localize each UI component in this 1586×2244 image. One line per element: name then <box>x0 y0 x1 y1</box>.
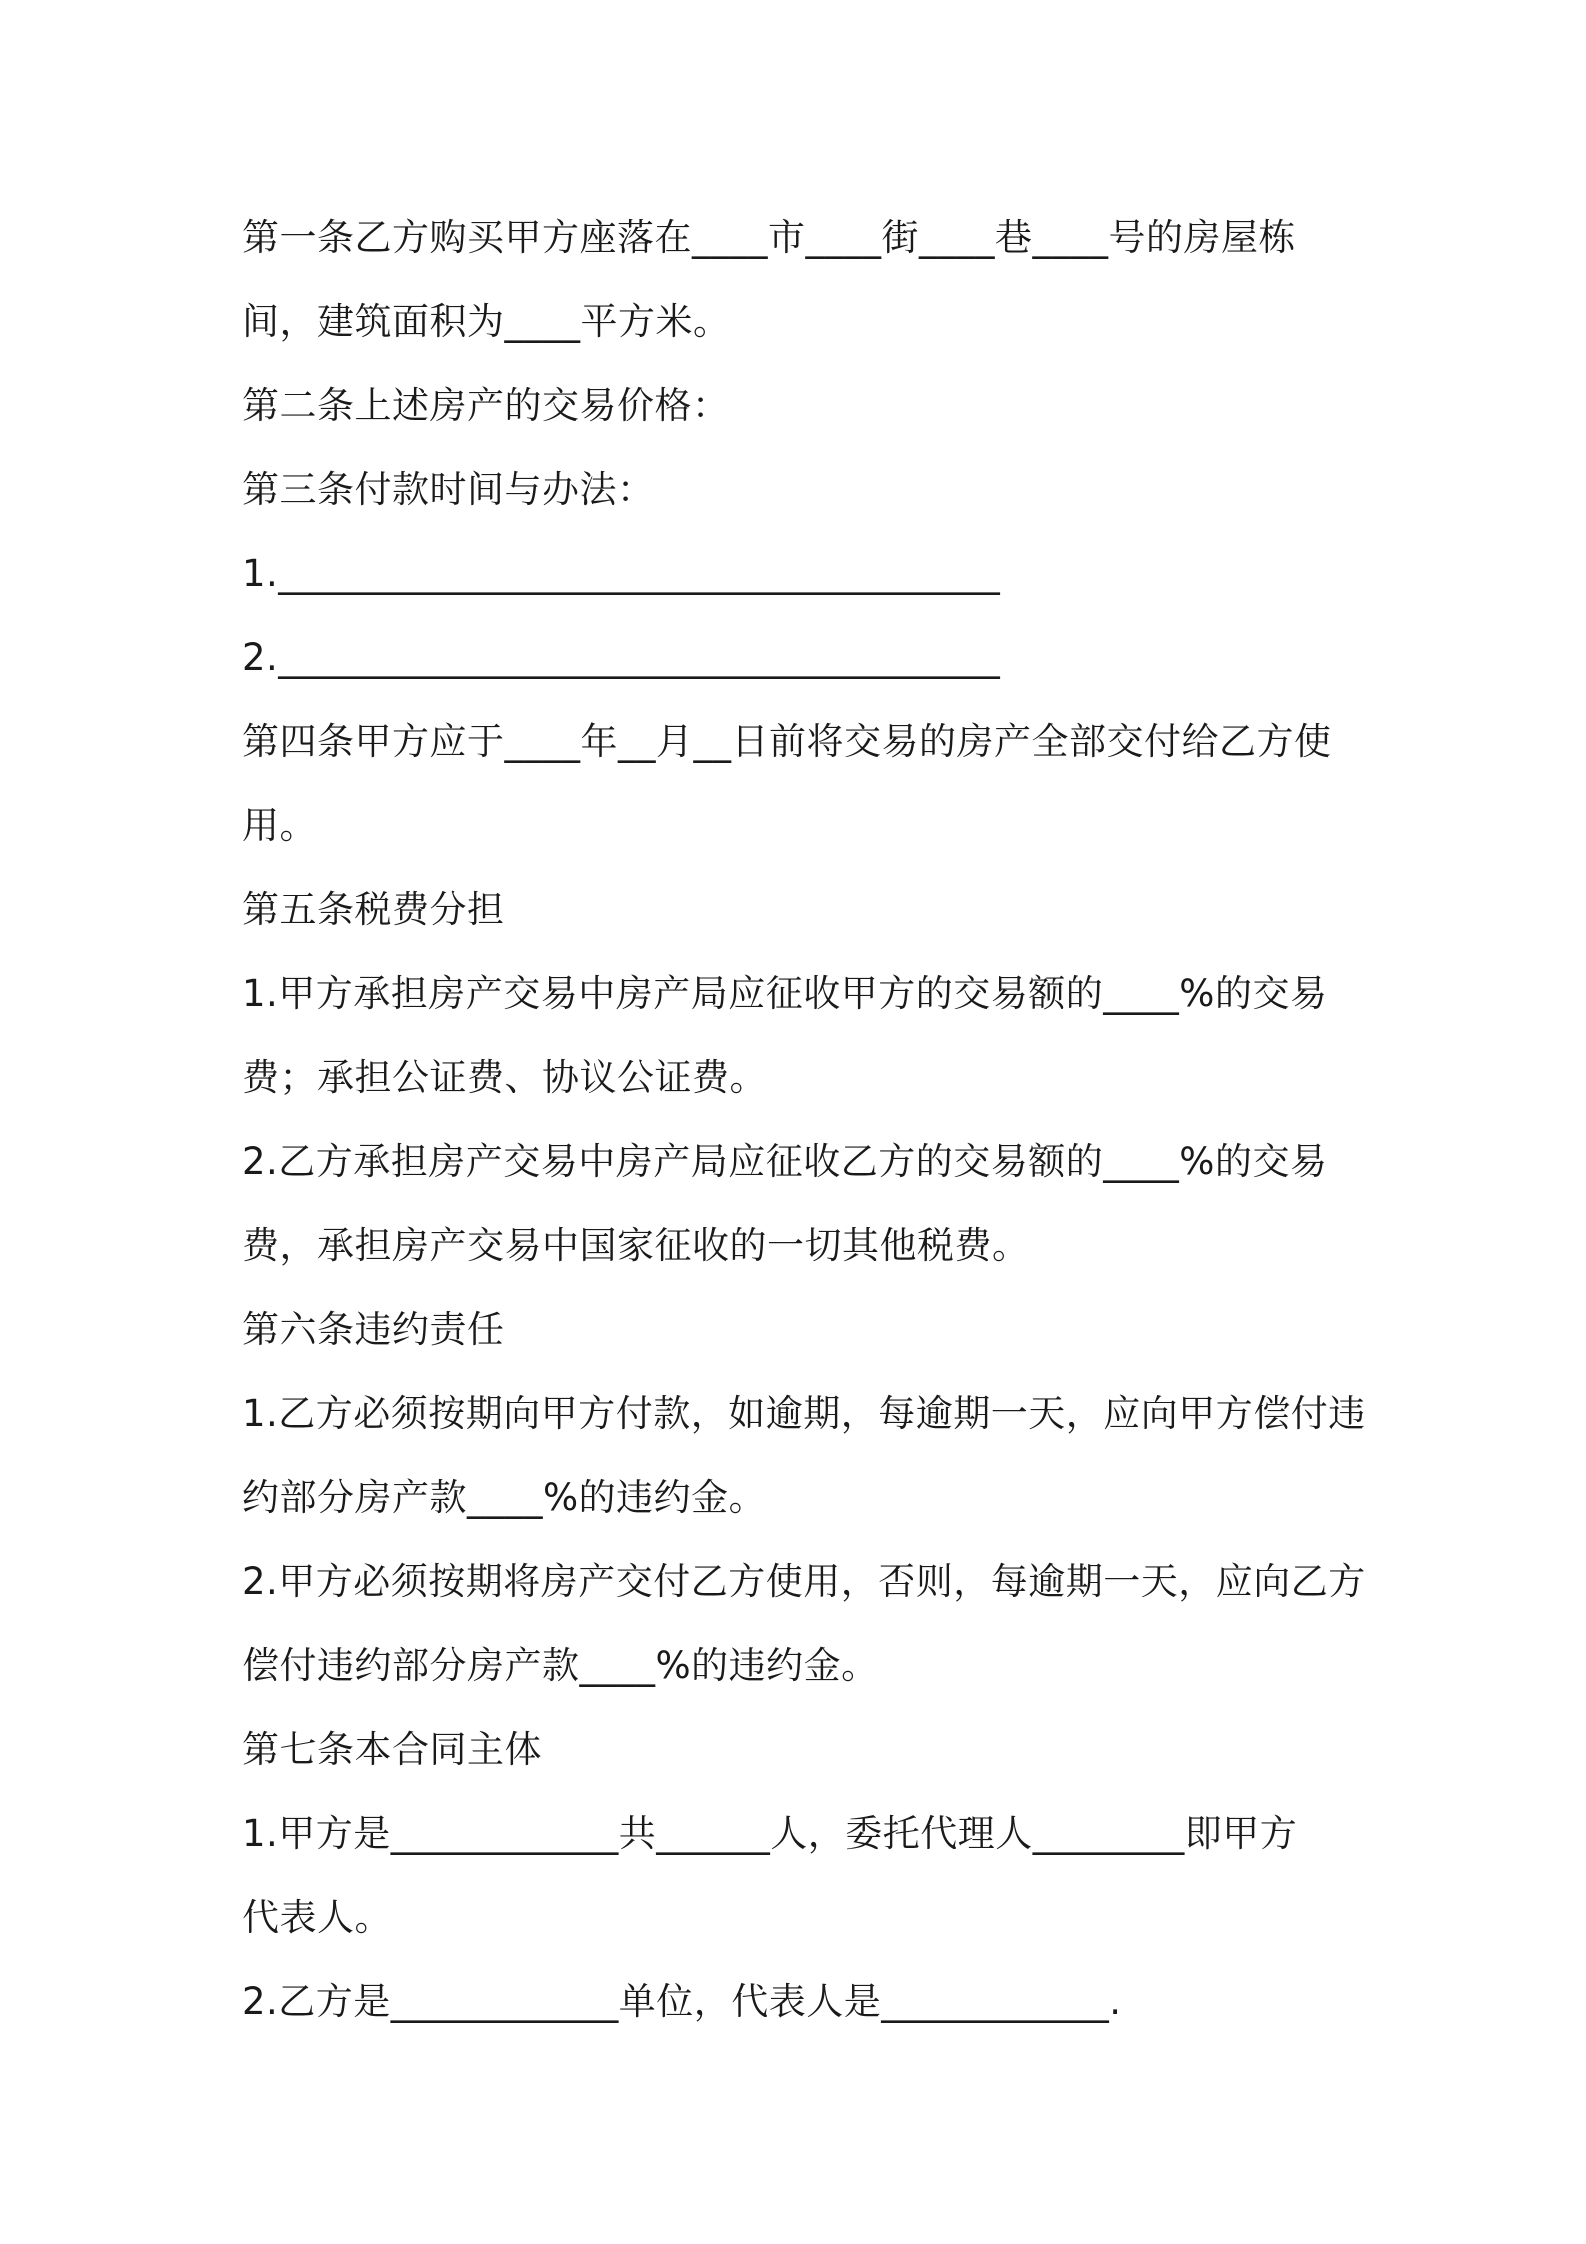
clause-7-item-2: 2.乙方是____________单位，代表人是____________. <box>242 1980 1122 2023</box>
clause-5-item-1-line-1: 1.甲方承担房产交易中房产局应征收甲方的交易额的____%的交易 <box>242 972 1328 1015</box>
clause-2: 第二条上述房产的交易价格： <box>242 384 730 427</box>
clause-6-item-2-line-1: 2.甲方必须按期将房产交付乙方使用，否则，每逾期一天，应向乙方 <box>242 1560 1366 1603</box>
clause-6-item-1-line-2: 约部分房产款____%的违约金。 <box>242 1476 767 1519</box>
clause-3-item-2: 2.______________________________________ <box>242 636 1001 679</box>
clause-6-item-2-line-2: 偿付违约部分房产款____%的违约金。 <box>242 1644 879 1687</box>
clause-1-line-1: 第一条乙方购买甲方座落在____市____街____巷____号的房屋栋 <box>242 216 1296 259</box>
clause-6-item-1-line-1: 1.乙方必须按期向甲方付款，如逾期，每逾期一天，应向甲方偿付违 <box>242 1392 1366 1435</box>
clause-5-item-1-line-2: 费；承担公证费、协议公证费。 <box>242 1056 767 1099</box>
clause-7-item-1-line-2: 代表人。 <box>242 1896 392 1939</box>
clause-4-line-2: 用。 <box>242 804 317 847</box>
clause-7-title: 第七条本合同主体 <box>242 1728 542 1771</box>
clause-6-title: 第六条违约责任 <box>242 1308 505 1351</box>
clause-1-line-2: 间，建筑面积为____平方米。 <box>242 300 731 343</box>
clause-3-item-1: 1.______________________________________ <box>242 552 1001 595</box>
clause-5-item-2-line-1: 2.乙方承担房产交易中房产局应征收乙方的交易额的____%的交易 <box>242 1140 1328 1183</box>
clause-5-title: 第五条税费分担 <box>242 888 505 931</box>
clause-4-line-1: 第四条甲方应于____年__月__日前将交易的房产全部交付给乙方使 <box>242 720 1332 763</box>
clause-5-item-2-line-2: 费，承担房产交易中国家征收的一切其他税费。 <box>242 1224 1030 1267</box>
clause-3-title: 第三条付款时间与办法： <box>242 468 655 511</box>
clause-7-item-1-line-1: 1.甲方是____________共______人，委托代理人________即甲方 <box>242 1812 1298 1855</box>
contract-text <box>242 196 1366 2044</box>
